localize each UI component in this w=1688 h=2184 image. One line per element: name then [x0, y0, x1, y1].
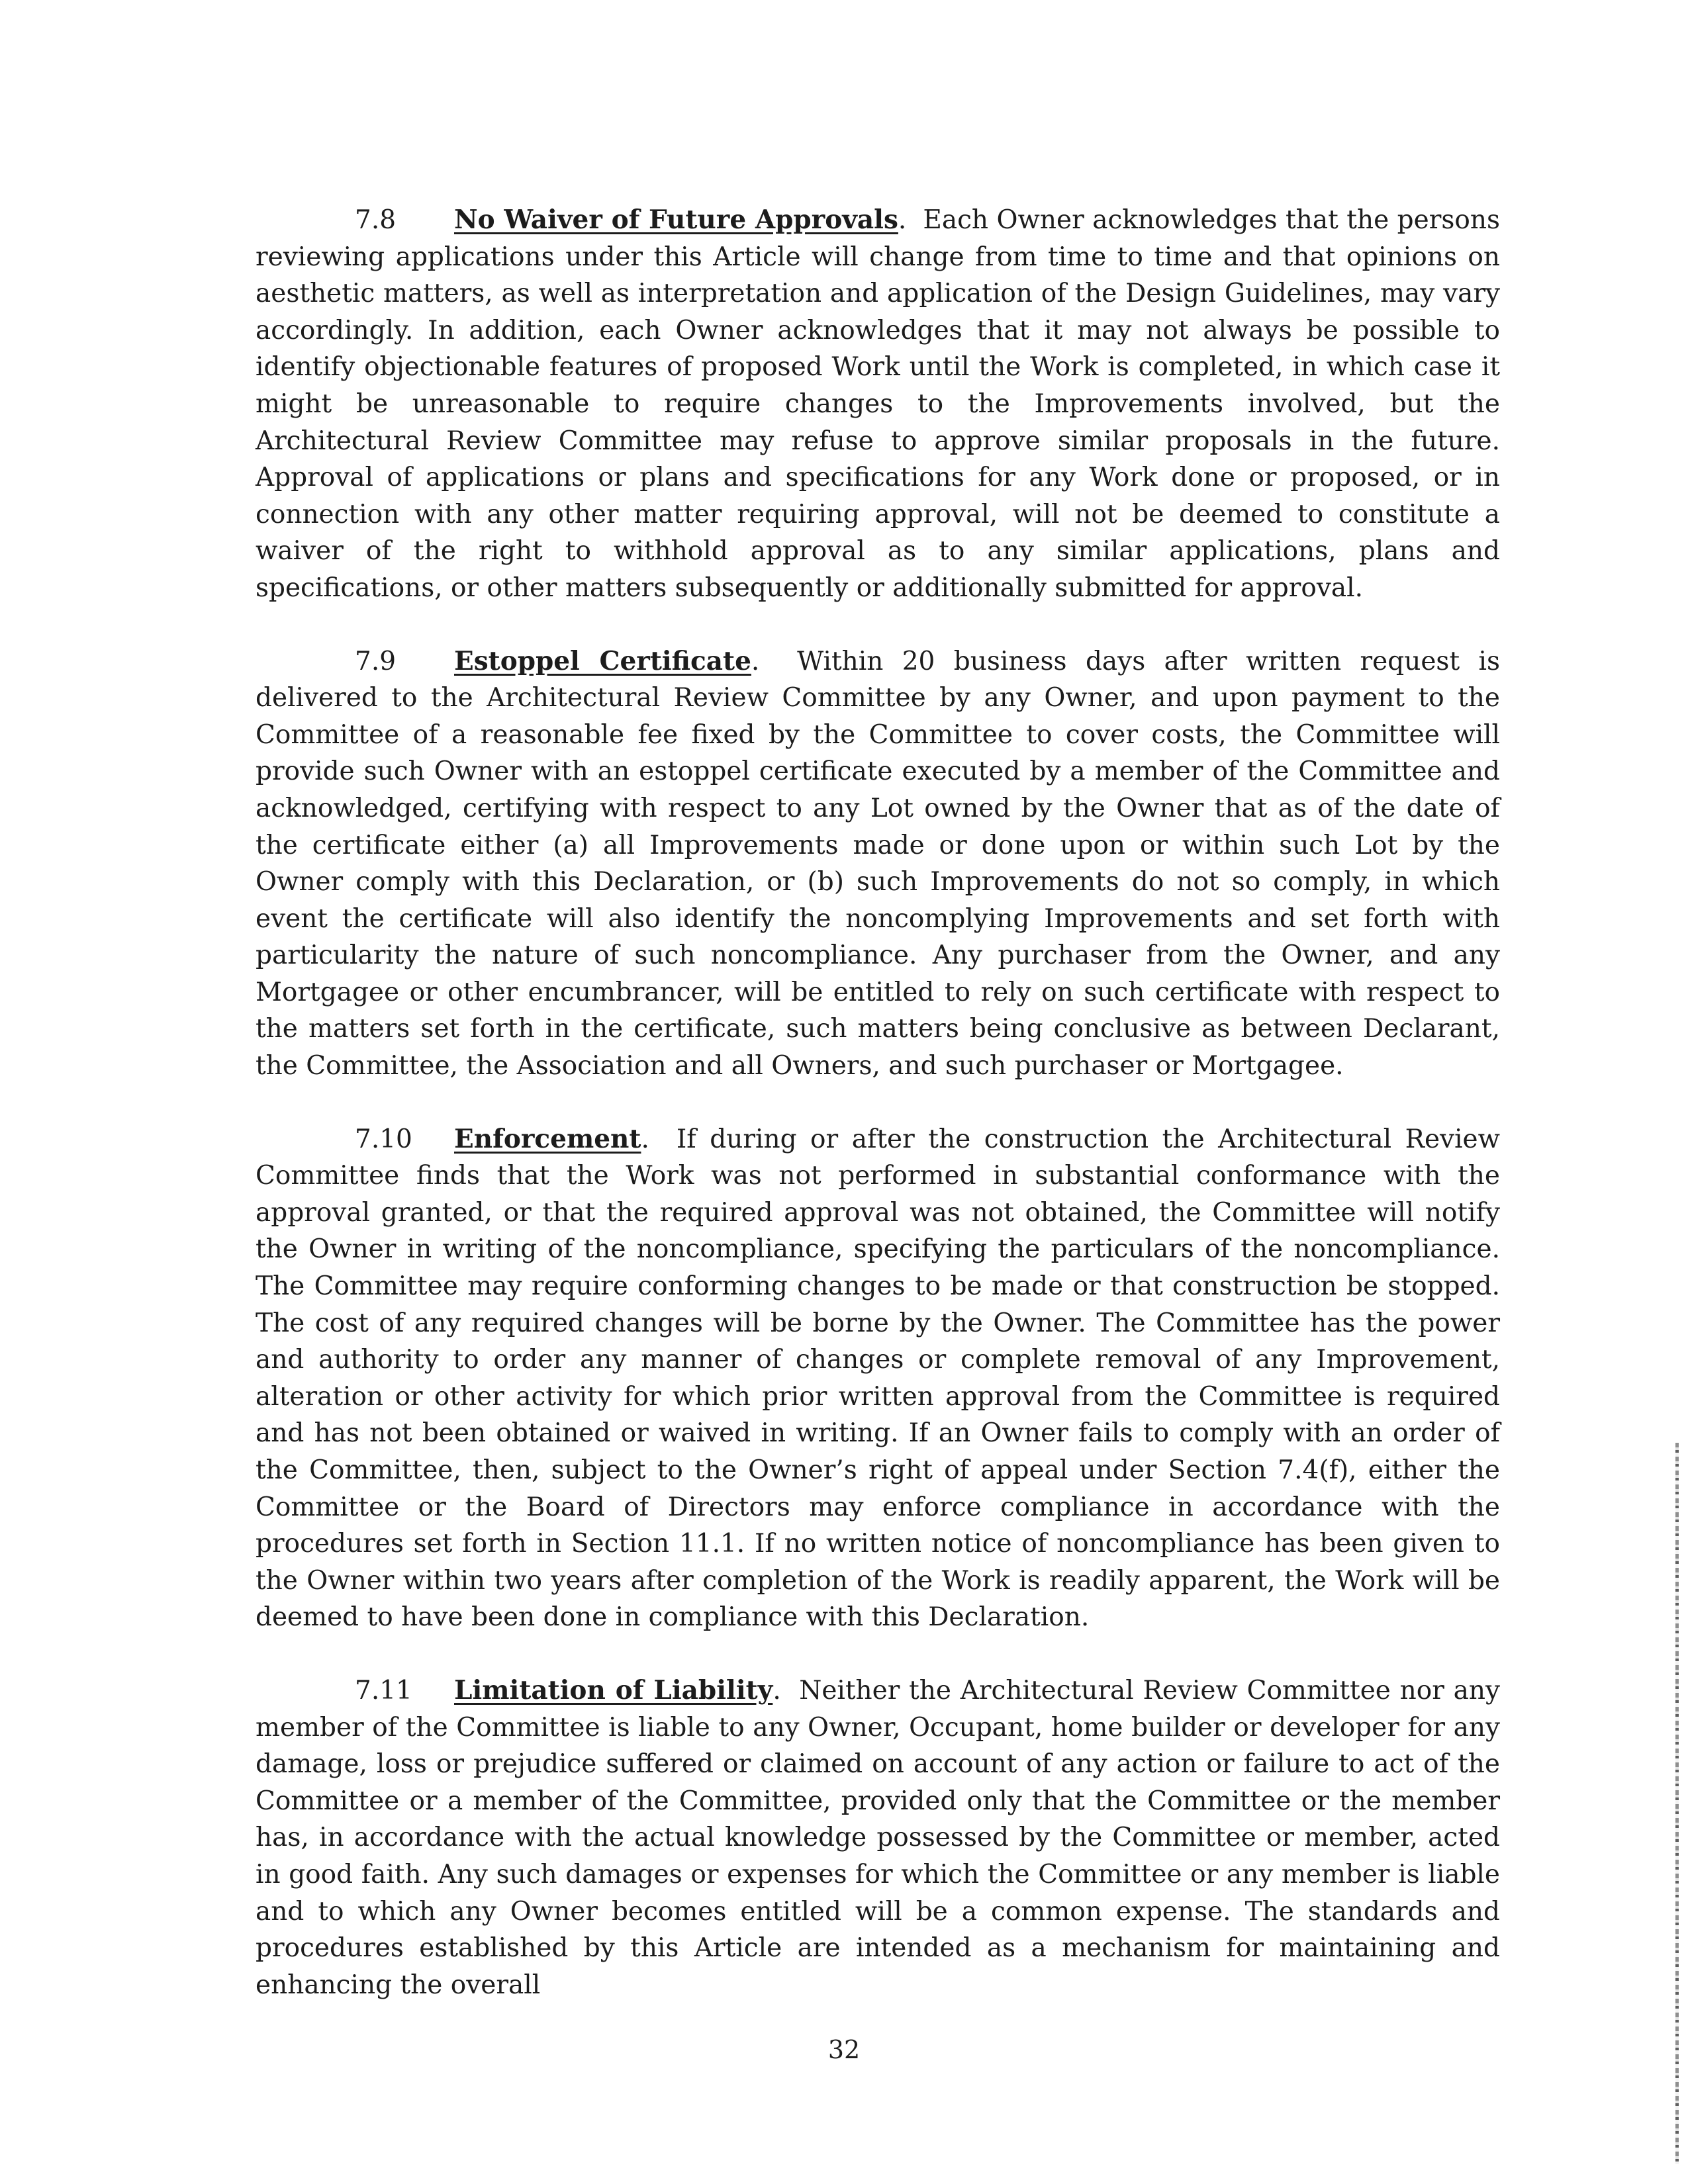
section-title: Estoppel Certificate — [454, 645, 751, 676]
section-text: Neither the Architectural Review Committee nor any member of the Committee is liable to any Owner, Occupant, home builder or developer for any damage, loss or prejudice suffered or claimed on account of any action or failure to act of the Committee or a member of the Committee, provided only that the Committee or the member has, in accordance with the actual knowledge possessed by the Committee or member, acted in good faith. Any such damages or expenses for which the Committee or any member is liable and to which any Owner becomes entitled will be a common expense. The standards and procedures established by this Article are intended as a mechanism for maintaining and enhancing the overall — [256, 1675, 1500, 2000]
page-body — [256, 202, 1500, 2003]
section-text: Each Owner acknowledges that the persons reviewing applications under this Article will change from time to time and that opinions on aesthetic matters, as well as interpretation and application of the Design Guidelines, may vary accordingly. In addition, each Owner acknowledges that it may not always be possible to identify objectionable features of proposed Work until the Work is completed, in which case it might be unreasonable to require changes to the Improvements involved, but the Architectural Review Committee may refuse to approve similar proposals in the future. Approval of applications or plans and specifications for any Work done or proposed, or in connection with any other matter requiring approval, will not be deemed to constitute a waiver of the right to withhold approval as to any similar applications, plans and specifications, or other matters subsequently or additionally submitted for approval. — [256, 205, 1500, 603]
scan-edge-artifact — [1675, 1443, 1679, 2164]
section-number: 7.9 — [355, 646, 397, 676]
section-7-11: 7.11 Limitation of Liability. Neither the Architectural Review Committee nor any member of the Committee is liable to any Owner, Occupant, home builder or developer for any damage, loss or prejudice suffered or claimed on account of any action or failure to act of the Committee or a member of the Committee, provided only that the Committee or the member has, in accordance with the actual knowledge possessed by the Committee or member, acted in good faith. Any such damages or expenses for which the Committee or any member is liable and to which any Owner becomes entitled will be a common expense. The standards and procedures established by this Article are intended as a mechanism for maintaining and enhancing the overall — [256, 1672, 1500, 2003]
section-7-9: 7.9 Estoppel Certificate. Within 20 business days after written request is delivered to the Architectural Review Committee by any Owner, and upon payment to the Committee of a reasonable fee fixed by the Committee to cover costs, the Committee will provide such Owner with an estoppel certificate executed by a member of the Committee and acknowledged, certifying with respect to any Lot owned by the Owner that as of the date of the certificate either (a) all Improvements made or done upon or within such Lot by the Owner comply with this Declaration, or (b) such Improvements do not so comply, in which event the certificate will also identify the noncomplying Improvements and set forth with particularity the nature of such noncompliance. Any purchaser from the Owner, and any Mortgagee or other encumbrancer, will be entitled to rely on such certificate with respect to the matters set forth in the certificate, such matters being conclusive as between Declarant, the Committee, the Association and all Owners, and such purchaser or Mortgagee. — [256, 643, 1500, 1085]
section-number: 7.8 — [355, 205, 397, 235]
section-7-10: 7.10 Enforcement. If during or after the construction the Architectural Review Committee finds that the Work was not performed in substantial conformance with the approval granted, or that the required approval was not obtained, the Committee will notify the Owner in writing of the noncompliance, specifying the particulars of the noncompliance. The Committee may require conforming changes to be made or that construction be stopped. The cost of any required changes will be borne by the Owner. The Committee has the power and authority to order any manner of changes or complete removal of any Improvement, alteration or other activity for which prior written approval from the Committee is required and has not been obtained or waived in writing. If an Owner fails to comply with an order of the Committee, then, subject to the Owner’s right of appeal under Section 7.4(f), either the Committee or the Board of Directors may enforce compliance in accordance with the procedures set forth in Section 11.1. If no written notice of noncompliance has been given to the Owner within two years after completion of the Work is readily apparent, the Work will be deemed to have been done in compliance with this Declaration. — [256, 1121, 1500, 1636]
section-number: 7.10 — [355, 1124, 412, 1154]
section-7-8: 7.8 No Waiver of Future Approvals. Each Owner acknowledges that the persons reviewing applications under this Article will change from time to time and that opinions on aesthetic matters, as well as interpretation and application of the Design Guidelines, may vary accordingly. In addition, each Owner acknowledges that it may not always be possible to identify objectionable features of proposed Work until the Work is completed, in which case it might be unreasonable to require changes to the Improvements involved, but the Architectural Review Committee may refuse to approve similar proposals in the future. Approval of applications or plans and specifications for any Work done or proposed, or in connection with any other matter requiring approval, will not be deemed to constitute a waiver of the right to withhold approval as to any similar applications, plans and specifications, or other matters subsequently or additionally submitted for approval. — [256, 202, 1500, 607]
section-number: 7.11 — [355, 1675, 412, 1706]
page-number: 32 — [827, 2035, 861, 2064]
section-title: Enforcement — [454, 1123, 641, 1154]
section-text: If during or after the construction the Architectural Review Committee finds that the Work was not performed in substantial conformance with the approval granted, or that the required approval was not obtained, the Committee will notify the Owner in writing of the noncompliance, specifying the particulars of the noncompliance. The Committee may require conforming changes to be made or that construction be stopped. The cost of any required changes will be borne by the Owner. The Committee has the power and authority to order any manner of changes or complete removal of any Improvement, alteration or other activity for which prior written approval from the Committee is required and has not been obtained or waived in writing. If an Owner fails to comply with an order of the Committee, then, subject to the Owner’s right of appeal under Section 7.4(f), either the Committee or the Board of Directors may enforce compliance in accordance with the procedures set forth in Section 11.1. If no written notice of noncompliance has been given to the Owner within two years after completion of the Work is readily apparent, the Work will be deemed to have been done in compliance with this Declaration. — [256, 1124, 1500, 1633]
section-title: Limitation of Liability — [454, 1674, 773, 1706]
section-text: Within 20 business days after written request is delivered to the Architectural Review Committee by any Owner, and upon payment to the Committee of a reasonable fee fixed by the Committee to cover costs, the Committee will provide such Owner with an estoppel certificate executed by a member of the Committee and acknowledged, certifying with respect to any Lot owned by the Owner that as of the date of the certificate either (a) all Improvements made or done upon or within such Lot by the Owner comply with this Declaration, or (b) such Improvements do not so comply, in which event the certificate will also identify the noncomplying Improvements and set forth with particularity the nature of such noncompliance. Any purchaser from the Owner, and any Mortgagee or other encumbrancer, will be entitled to rely on such certificate with respect to the matters set forth in the certificate, such matters being conclusive as between Declarant, the Committee, the Association and all Owners, and such purchaser or Mortgagee. — [256, 646, 1500, 1081]
section-title: No Waiver of Future Approvals — [454, 205, 898, 235]
